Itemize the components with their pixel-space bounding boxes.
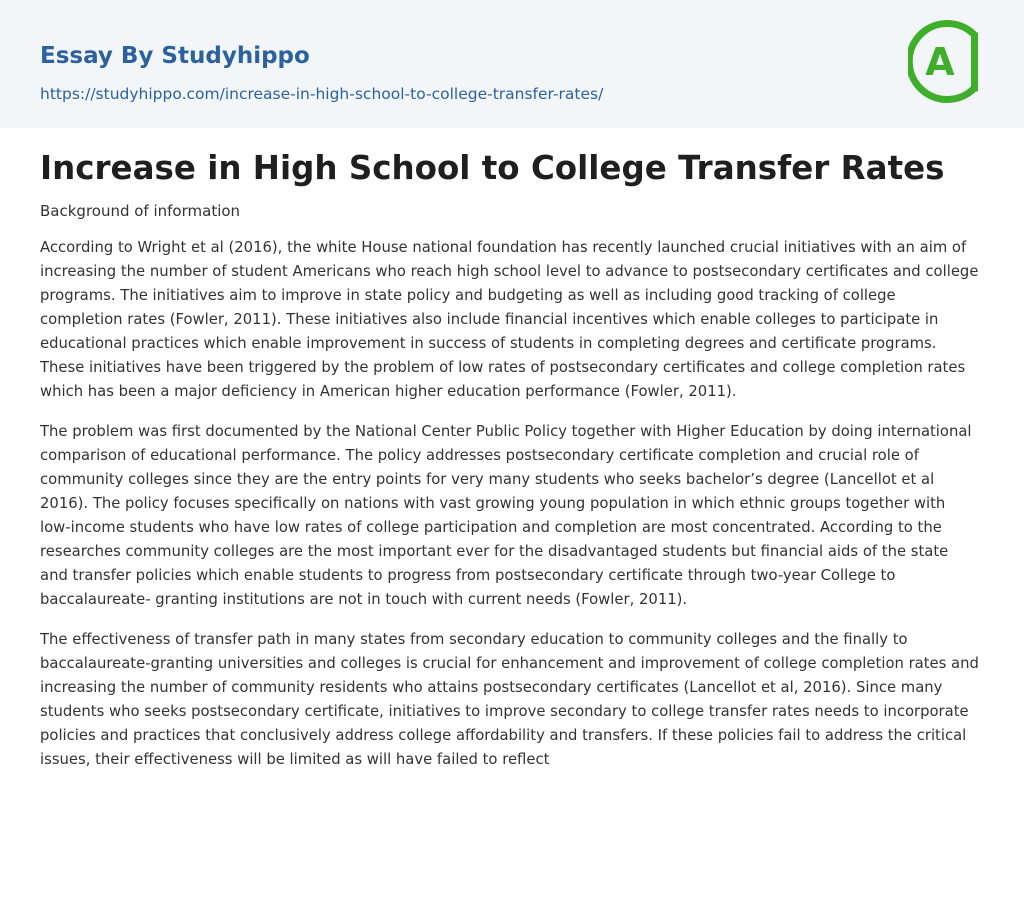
site-header	[0, 0, 1024, 128]
paragraph-2: The problem was first documented by the National Center Public Policy together with Higher Education by doing international comparison of educational performance. The policy addresses postsecondary certificate completion and crucial role of community colleges since they are the entry points for very many students who seeks bachelor’s degree (Lancellot et al 2016). The policy focuses specifically on nations with vast growing young population in which ethnic groups together with low-income students who have low rates of college participation and completion are most concentrated. According to the researches community colleges are the most important ever for the disadvantaged students but financial aids of the state and transfer policies which enable students to progress from postsecondary certificate through two-year College to baccalaureate- granting institutions are not in touch with current needs (Fowler, 2011).	[40, 423, 972, 608]
studyhippo-logo-icon[interactable]	[908, 16, 992, 108]
article-subtitle: Background of information	[40, 202, 241, 220]
source-url-link[interactable]: https://studyhippo.com/increase-in-high-school-to-college-transfer-rates/	[40, 85, 604, 103]
page-title: Increase in High School to College Transfer Rates	[40, 149, 945, 187]
site-title[interactable]: Essay By Studyhippo	[40, 43, 310, 69]
logo-letter: A	[925, 40, 955, 84]
paragraph-1: According to Wright et al (2016), the white House national foundation has recently launched crucial initiatives with an aim of increasing the number of student Americans who reach high school level to advance to postsecondary certificates and college programs. The initiatives aim to improve in state policy and budgeting as well as including good tracking of college completion rates (Fowler, 2011). These initiatives also include financial incentives which enable colleges to participate in educational practices which enable improvement in success of students in completing degrees and certificate programs. These initiatives have been triggered by the problem of low rates of postsecondary certificates and college completion rates which has been a major deficiency in American higher education performance (Fowler, 2011).	[40, 239, 979, 400]
paragraph-3: The effectiveness of transfer path in many states from secondary education to community colleges and the finally to baccalaureate-granting universities and colleges is crucial for enhancement and improvement of college completion rates and increasing the number of community residents who attains postsecondary certificates (Lancellot et al, 2016). Since many students who seeks postsecondary certificate, initiatives to improve secondary to college transfer rates needs to incorporate policies and practices that conclusively address college affordability and transfers. If these policies fail to address the critical issues, their effectiveness will be limited as will have failed to reflect	[40, 631, 979, 768]
article-body	[40, 146, 980, 772]
